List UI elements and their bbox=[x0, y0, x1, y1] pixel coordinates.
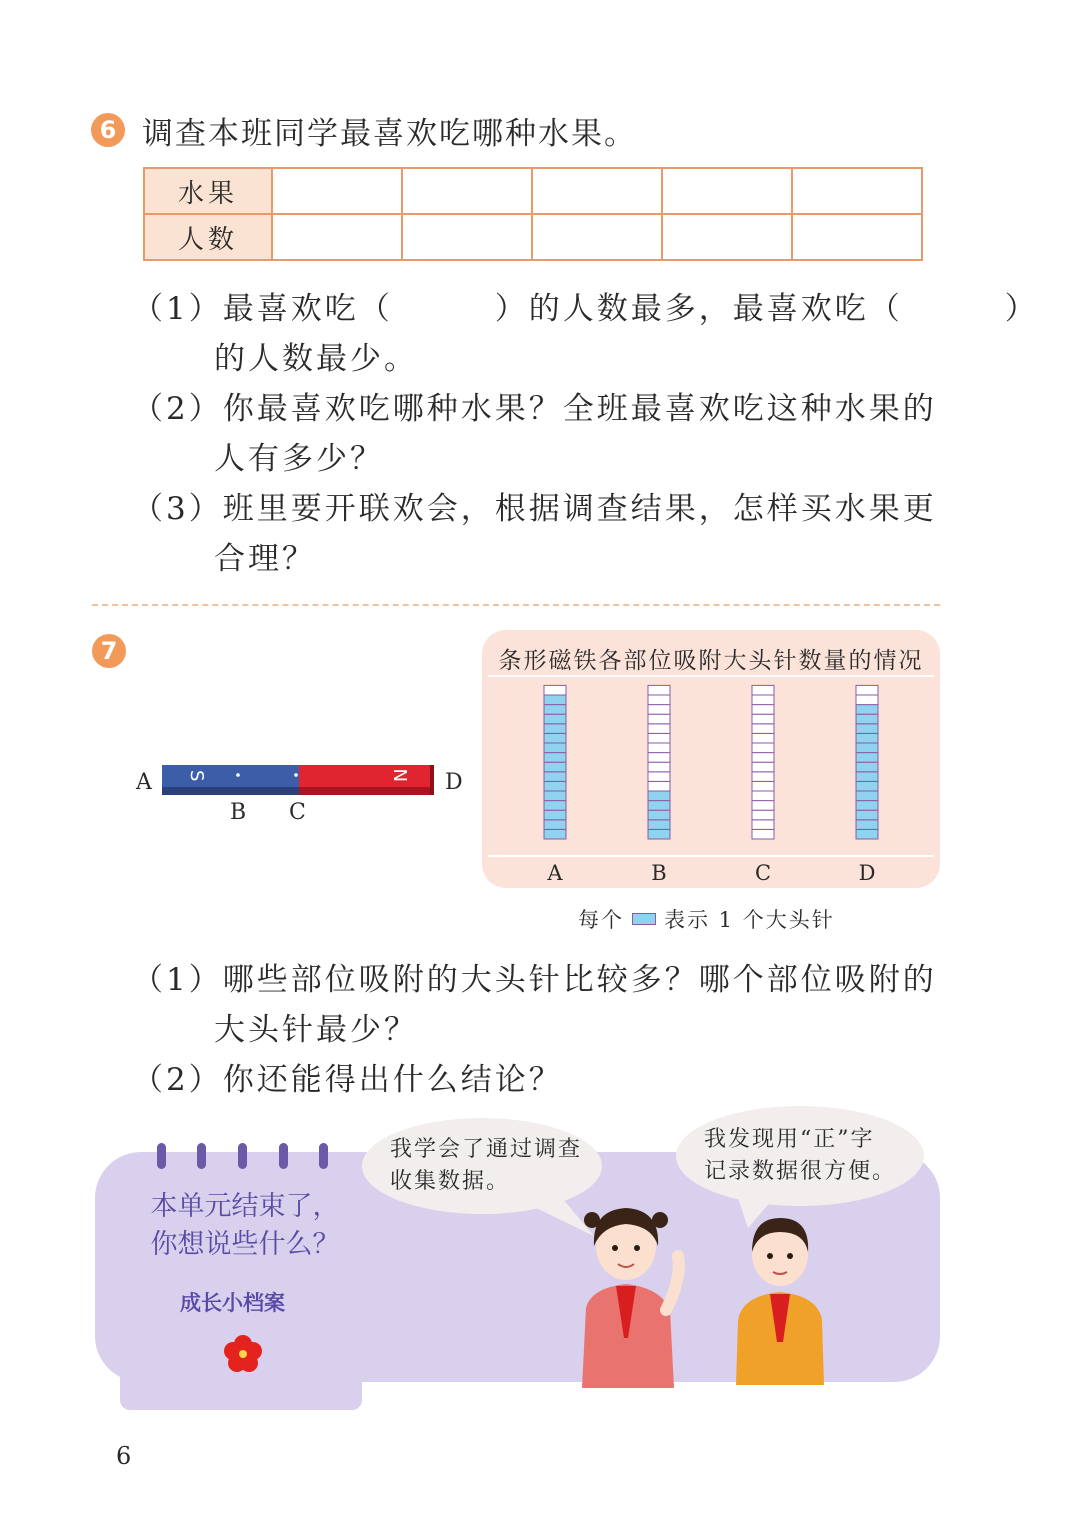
q7-sub2: （2）你还能得出什么结论？ bbox=[132, 1062, 563, 1098]
fruit-survey-table bbox=[143, 167, 923, 261]
bar-unit-filled bbox=[544, 695, 566, 705]
x-tick-label: B bbox=[651, 861, 667, 885]
table-cell[interactable] bbox=[402, 168, 532, 214]
bar-unit-filled bbox=[856, 801, 878, 811]
table-cell[interactable] bbox=[532, 168, 662, 214]
bar-unit-filled bbox=[856, 772, 878, 782]
magnet-label-a: A bbox=[136, 770, 152, 795]
bar-unit-filled bbox=[544, 714, 566, 724]
bar-unit-empty bbox=[648, 705, 670, 715]
bar-unit-filled bbox=[544, 820, 566, 830]
q6-sub1-line1: （1）最喜欢吃（ ）的人数最多，最喜欢吃（ ） bbox=[132, 291, 1039, 327]
bar-unit-empty bbox=[752, 733, 774, 743]
bubble-boy-line2: 记录数据很方便。 bbox=[704, 1159, 897, 1184]
bar-unit-filled bbox=[856, 705, 878, 715]
binder-ring bbox=[197, 1143, 206, 1169]
bar-unit-empty bbox=[544, 685, 566, 695]
bar-unit-filled bbox=[648, 820, 670, 830]
table-cell[interactable] bbox=[792, 214, 922, 260]
pole-n-label: N bbox=[391, 768, 412, 782]
legend-swatch bbox=[632, 913, 656, 925]
bar-unit-empty bbox=[648, 733, 670, 743]
bar-unit-filled bbox=[544, 801, 566, 811]
bar-unit-empty bbox=[648, 714, 670, 724]
bar-unit-filled bbox=[544, 781, 566, 791]
bar-unit-empty bbox=[752, 829, 774, 839]
point-b-marker bbox=[236, 773, 240, 777]
table-cell[interactable] bbox=[532, 214, 662, 260]
page-number: 6 bbox=[116, 1442, 132, 1470]
bar-unit-empty bbox=[752, 695, 774, 705]
point-c-marker bbox=[294, 773, 298, 777]
bar-unit-filled bbox=[856, 762, 878, 772]
chart-plot-area bbox=[482, 630, 940, 888]
bar-unit-empty bbox=[752, 772, 774, 782]
q7-sub1-line1: （1）哪些部位吸附的大头针比较多？哪个部位吸附的 bbox=[132, 962, 937, 998]
bar-unit-filled bbox=[544, 743, 566, 753]
bar-unit-filled bbox=[856, 743, 878, 753]
pole-s-label: S bbox=[186, 770, 207, 782]
bar-unit-empty bbox=[648, 695, 670, 705]
bar-unit-filled bbox=[856, 733, 878, 743]
binder-ring bbox=[319, 1143, 328, 1169]
bar-unit-empty bbox=[752, 781, 774, 791]
bar-unit-filled bbox=[544, 705, 566, 715]
bar-unit-empty bbox=[648, 772, 670, 782]
table-cell[interactable] bbox=[272, 214, 402, 260]
bar-unit-filled bbox=[648, 791, 670, 801]
bar-unit-filled bbox=[544, 753, 566, 763]
magnet-label-d: D bbox=[445, 770, 463, 795]
unit-end-heading-line2: 你想说些什么？ bbox=[150, 1229, 340, 1260]
x-tick-label: D bbox=[858, 861, 876, 885]
bar-unit-empty bbox=[752, 791, 774, 801]
girl-illustration bbox=[566, 1198, 696, 1388]
bar-unit-filled bbox=[856, 724, 878, 734]
question-6-title: 调查本班同学最喜欢吃哪种水果。 bbox=[142, 116, 637, 152]
bar-unit-empty bbox=[648, 781, 670, 791]
bar-unit-filled bbox=[856, 781, 878, 791]
bar-unit-filled bbox=[856, 753, 878, 763]
chart-legend bbox=[578, 904, 835, 934]
table-header-count: 人数 bbox=[144, 214, 272, 260]
bar-unit-empty bbox=[648, 685, 670, 695]
bar-unit-empty bbox=[752, 705, 774, 715]
bar-unit-filled bbox=[856, 810, 878, 820]
speech-bubble-boy bbox=[676, 1106, 926, 1206]
magnet-label-b: B bbox=[230, 800, 247, 825]
bar-unit-filled bbox=[544, 810, 566, 820]
magnet-label-c: C bbox=[289, 800, 306, 825]
bar-unit-empty bbox=[752, 810, 774, 820]
chart-title: 条形磁铁各部位吸附大头针数量的情况 bbox=[498, 648, 924, 674]
table-header-fruit: 水果 bbox=[144, 168, 272, 214]
x-tick-labels bbox=[546, 861, 875, 885]
binder-ring bbox=[279, 1143, 288, 1169]
bubble-boy-line1: 我发现用“正”字 bbox=[704, 1127, 875, 1152]
x-tick-label: A bbox=[547, 861, 563, 885]
legend-prefix: 每个 bbox=[578, 908, 624, 932]
bar-unit-empty bbox=[648, 762, 670, 772]
bar-unit-filled bbox=[856, 820, 878, 830]
bar-unit-empty bbox=[752, 753, 774, 763]
bar-unit-empty bbox=[752, 685, 774, 695]
bar-unit-filled bbox=[544, 733, 566, 743]
bar-unit-filled bbox=[544, 724, 566, 734]
bar-unit-filled bbox=[648, 829, 670, 839]
binder-ring bbox=[238, 1143, 247, 1169]
binder-ring bbox=[157, 1143, 166, 1169]
bars-group bbox=[544, 685, 878, 839]
bubble-girl-line2: 收集数据。 bbox=[390, 1169, 511, 1194]
table-cell[interactable] bbox=[402, 214, 532, 260]
legend-suffix: 表示 1 个大头针 bbox=[664, 908, 835, 932]
x-tick-label: C bbox=[754, 861, 772, 885]
growth-archive-label: 成长小档案 bbox=[180, 1291, 285, 1315]
bar-unit-empty bbox=[648, 724, 670, 734]
bar-unit-filled bbox=[648, 801, 670, 811]
bar-unit-empty bbox=[752, 762, 774, 772]
bar-unit-filled bbox=[856, 714, 878, 724]
bar-unit-filled bbox=[544, 762, 566, 772]
bar-unit-filled bbox=[856, 829, 878, 839]
table-cell[interactable] bbox=[792, 168, 922, 214]
q7-sub1-line2: 大头针最少？ bbox=[214, 1012, 418, 1048]
q6-sub3-line1: （3）班里要开联欢会，根据调查结果，怎样买水果更 bbox=[132, 491, 937, 527]
unit-end-heading bbox=[140, 1188, 350, 1264]
table-cell[interactable] bbox=[662, 214, 792, 260]
bar-unit-empty bbox=[752, 820, 774, 830]
bar-unit-filled bbox=[544, 829, 566, 839]
q6-sub2-line1: （2）你最喜欢吃哪种水果？全班最喜欢吃这种水果的 bbox=[132, 391, 937, 427]
bar-unit-empty bbox=[856, 685, 878, 695]
question-6-badge: 6 bbox=[91, 113, 125, 147]
table-cell[interactable] bbox=[272, 168, 402, 214]
pin-count-chart bbox=[482, 630, 940, 888]
q6-sub3-line2: 合理？ bbox=[214, 541, 316, 577]
bar-unit-empty bbox=[752, 724, 774, 734]
unit-end-heading-line1: 本单元结束了， bbox=[150, 1191, 340, 1222]
magnet-north-half bbox=[299, 765, 432, 787]
bar-unit-empty bbox=[752, 801, 774, 811]
section-divider bbox=[92, 604, 940, 606]
red-flower-icon bbox=[222, 1333, 264, 1379]
q6-sub2-line2: 人有多少？ bbox=[214, 441, 384, 477]
bar-unit-empty bbox=[752, 743, 774, 753]
bar-unit-filled bbox=[544, 772, 566, 782]
bar-unit-empty bbox=[648, 753, 670, 763]
bar-unit-empty bbox=[648, 743, 670, 753]
q6-sub1-line2: 的人数最少。 bbox=[214, 341, 418, 377]
table-cell[interactable] bbox=[662, 168, 792, 214]
boy-illustration bbox=[730, 1210, 830, 1385]
bar-unit-empty bbox=[856, 695, 878, 705]
bar-unit-filled bbox=[648, 810, 670, 820]
bubble-girl-line1: 我学会了通过调查 bbox=[390, 1137, 583, 1162]
table-row bbox=[144, 214, 922, 260]
question-7-badge: 7 bbox=[92, 634, 126, 668]
bar-unit-empty bbox=[752, 714, 774, 724]
magnet-south-half bbox=[162, 765, 299, 787]
bar-unit-filled bbox=[544, 791, 566, 801]
bar-unit-filled bbox=[856, 791, 878, 801]
table-row bbox=[144, 168, 922, 214]
